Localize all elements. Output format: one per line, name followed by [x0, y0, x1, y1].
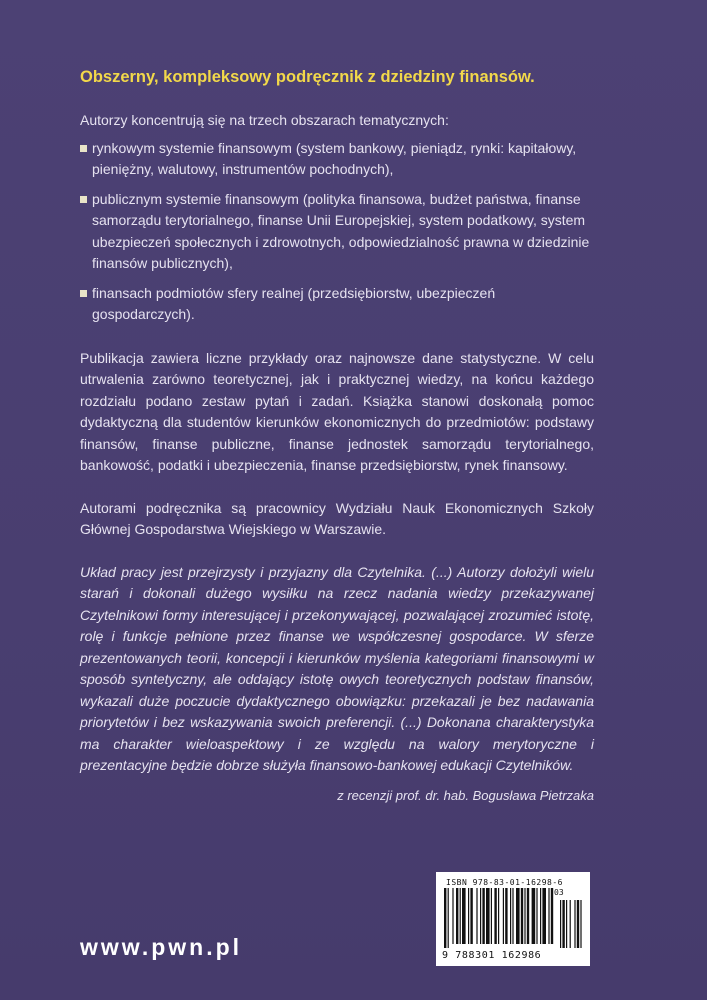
barcode-addon: 03 — [554, 888, 564, 897]
barcode-bar — [482, 888, 484, 944]
isbn-label: ISBN 978-83-01-16298-6 — [446, 878, 563, 887]
barcode-addon-bar — [560, 900, 561, 948]
barcode-bars — [444, 888, 584, 948]
barcode-bar — [548, 888, 549, 944]
publisher-url[interactable]: www.pwn.pl — [80, 934, 243, 960]
barcode-bar — [512, 888, 513, 944]
topic-areas-list — [80, 138, 594, 326]
barcode-bar — [444, 888, 446, 948]
barcode-bar — [486, 888, 490, 944]
list-item — [80, 283, 594, 326]
publication-paragraph: Publikacja zawiera liczne przykłady oraz najnowsze dane statystyczne. W celu utrwalenia zarówno teoretycznej, jak i praktycznej wiedzy, na końcu każdego rozdziału podano zestaw pytań i zadań. Książka stanowi doskonałą pomoc dydaktyczną dla studentów kierunków ekonomicznych do przedmiotów: podstawy finansów, finanse publiczne, finanse jednostek samorządu terytorialnego, bankowość, podatki i ubezpieczenia, finanse przedsiębiorstw, rynek finansowy. — [80, 349, 594, 473]
barcode-bar — [456, 888, 458, 944]
barcode-bar — [521, 888, 523, 944]
barcode-bar — [462, 888, 466, 944]
cover-text — [80, 66, 594, 806]
square-bullet-icon — [80, 290, 87, 297]
barcode-bar — [527, 888, 529, 944]
barcode-bar — [542, 888, 546, 944]
list-item-text: publicznym systemie finansowym (polityka finansowa, budżet państwa, finanse samorządu terytorialnego, finanse Unii Europejskiej, system podatkowy, system ubezpieczeń społecznych i zdrowotnych, odpowiedzialność prawna w dziedzinie finansów publicznych), — [92, 190, 590, 271]
barcode-bar — [551, 888, 553, 944]
barcode-bar — [491, 888, 492, 944]
list-item — [80, 138, 594, 181]
barcode-bar — [503, 888, 504, 944]
barcode-bar — [516, 888, 520, 944]
barcode-digits: 9 788301 162986 — [442, 950, 542, 961]
intro-text: Autorzy koncentrują się na trzech obszarach tematycznych: — [80, 112, 449, 128]
barcode-bar — [536, 888, 537, 944]
headline: Obszerny, kompleksowy podręcznik z dziedziny finansów. — [80, 68, 535, 86]
list-item-text: rynkowym systemie finansowym (system bankowy, pieniądz, rynki: kapitałowy, pieniężny, walutowy, instrumentów pochodnych), — [92, 139, 577, 177]
square-bullet-icon — [80, 145, 87, 152]
barcode-bar — [476, 888, 477, 944]
barcode-addon-bar — [562, 900, 564, 948]
barcode-bar — [448, 888, 449, 948]
review-quote: Układ pracy jest przejrzysty i przyjazny dla Czytelnika. (...) Autorzy dołożyli wielu starań i dokonali dużego wysiłku na rzecz nadania wiedzy przekazywanej Czytelnikowi formy interesującej i przekonywającej, pozwalającej zrozumieć istotę, rolę i funkcje pełnione przez finanse we współczesnej gospodarce. W sferze prezentowanych teorii, koncepcji i kierunków myślenia kategoriami finansowymi w sposób syntetyczny, ale oddający istotę owych teoretycznych podstaw finansów, wykazali duże poczucie dydaktycznego obowiązku: przekazali je bez nadawania priorytetów i bez wskazywania swoich preferencji. (...) Dokonana charakterystyka ma charakter wieloaspektowy i ze względu na walory merytoryczne i prezentacyjne będzie dobrze służyła finansowo-bankowej edukacji Czytelników. — [80, 563, 594, 773]
review-attribution: z recenzji prof. dr. hab. Bogusława Pietrzaka — [337, 787, 594, 803]
list-item — [80, 189, 594, 275]
barcode-bar — [524, 888, 525, 944]
barcode-bar — [498, 888, 499, 944]
barcode-bar — [470, 888, 472, 944]
barcode-bar — [480, 888, 481, 944]
barcode-bar — [468, 888, 469, 944]
authors-paragraph: Autorami podręcznika są pracownicy Wydziału Nauk Ekonomicznych Szkoły Głównej Gospodarstwa Wiejskiego w Warszawie. — [80, 499, 594, 537]
barcode-bar — [460, 888, 461, 944]
barcode-addon-bar — [574, 900, 575, 948]
list-item-text: finansach podmiotów sfery realnej (przedsiębiorstw, ubezpieczeń gospodarczych). — [92, 284, 496, 322]
barcode-bar — [494, 888, 496, 944]
barcode-addon-bar — [570, 900, 571, 948]
barcode-bar — [510, 888, 511, 944]
barcode-addon-bar — [577, 900, 579, 948]
barcode-bar — [505, 888, 507, 944]
barcode-addon-bar — [580, 900, 581, 948]
barcode-bar — [532, 888, 536, 944]
barcode-bar — [540, 888, 541, 944]
barcode-bar — [452, 888, 453, 944]
barcode-addon-bar — [566, 900, 567, 948]
square-bullet-icon — [80, 196, 87, 203]
barcode — [436, 872, 590, 966]
